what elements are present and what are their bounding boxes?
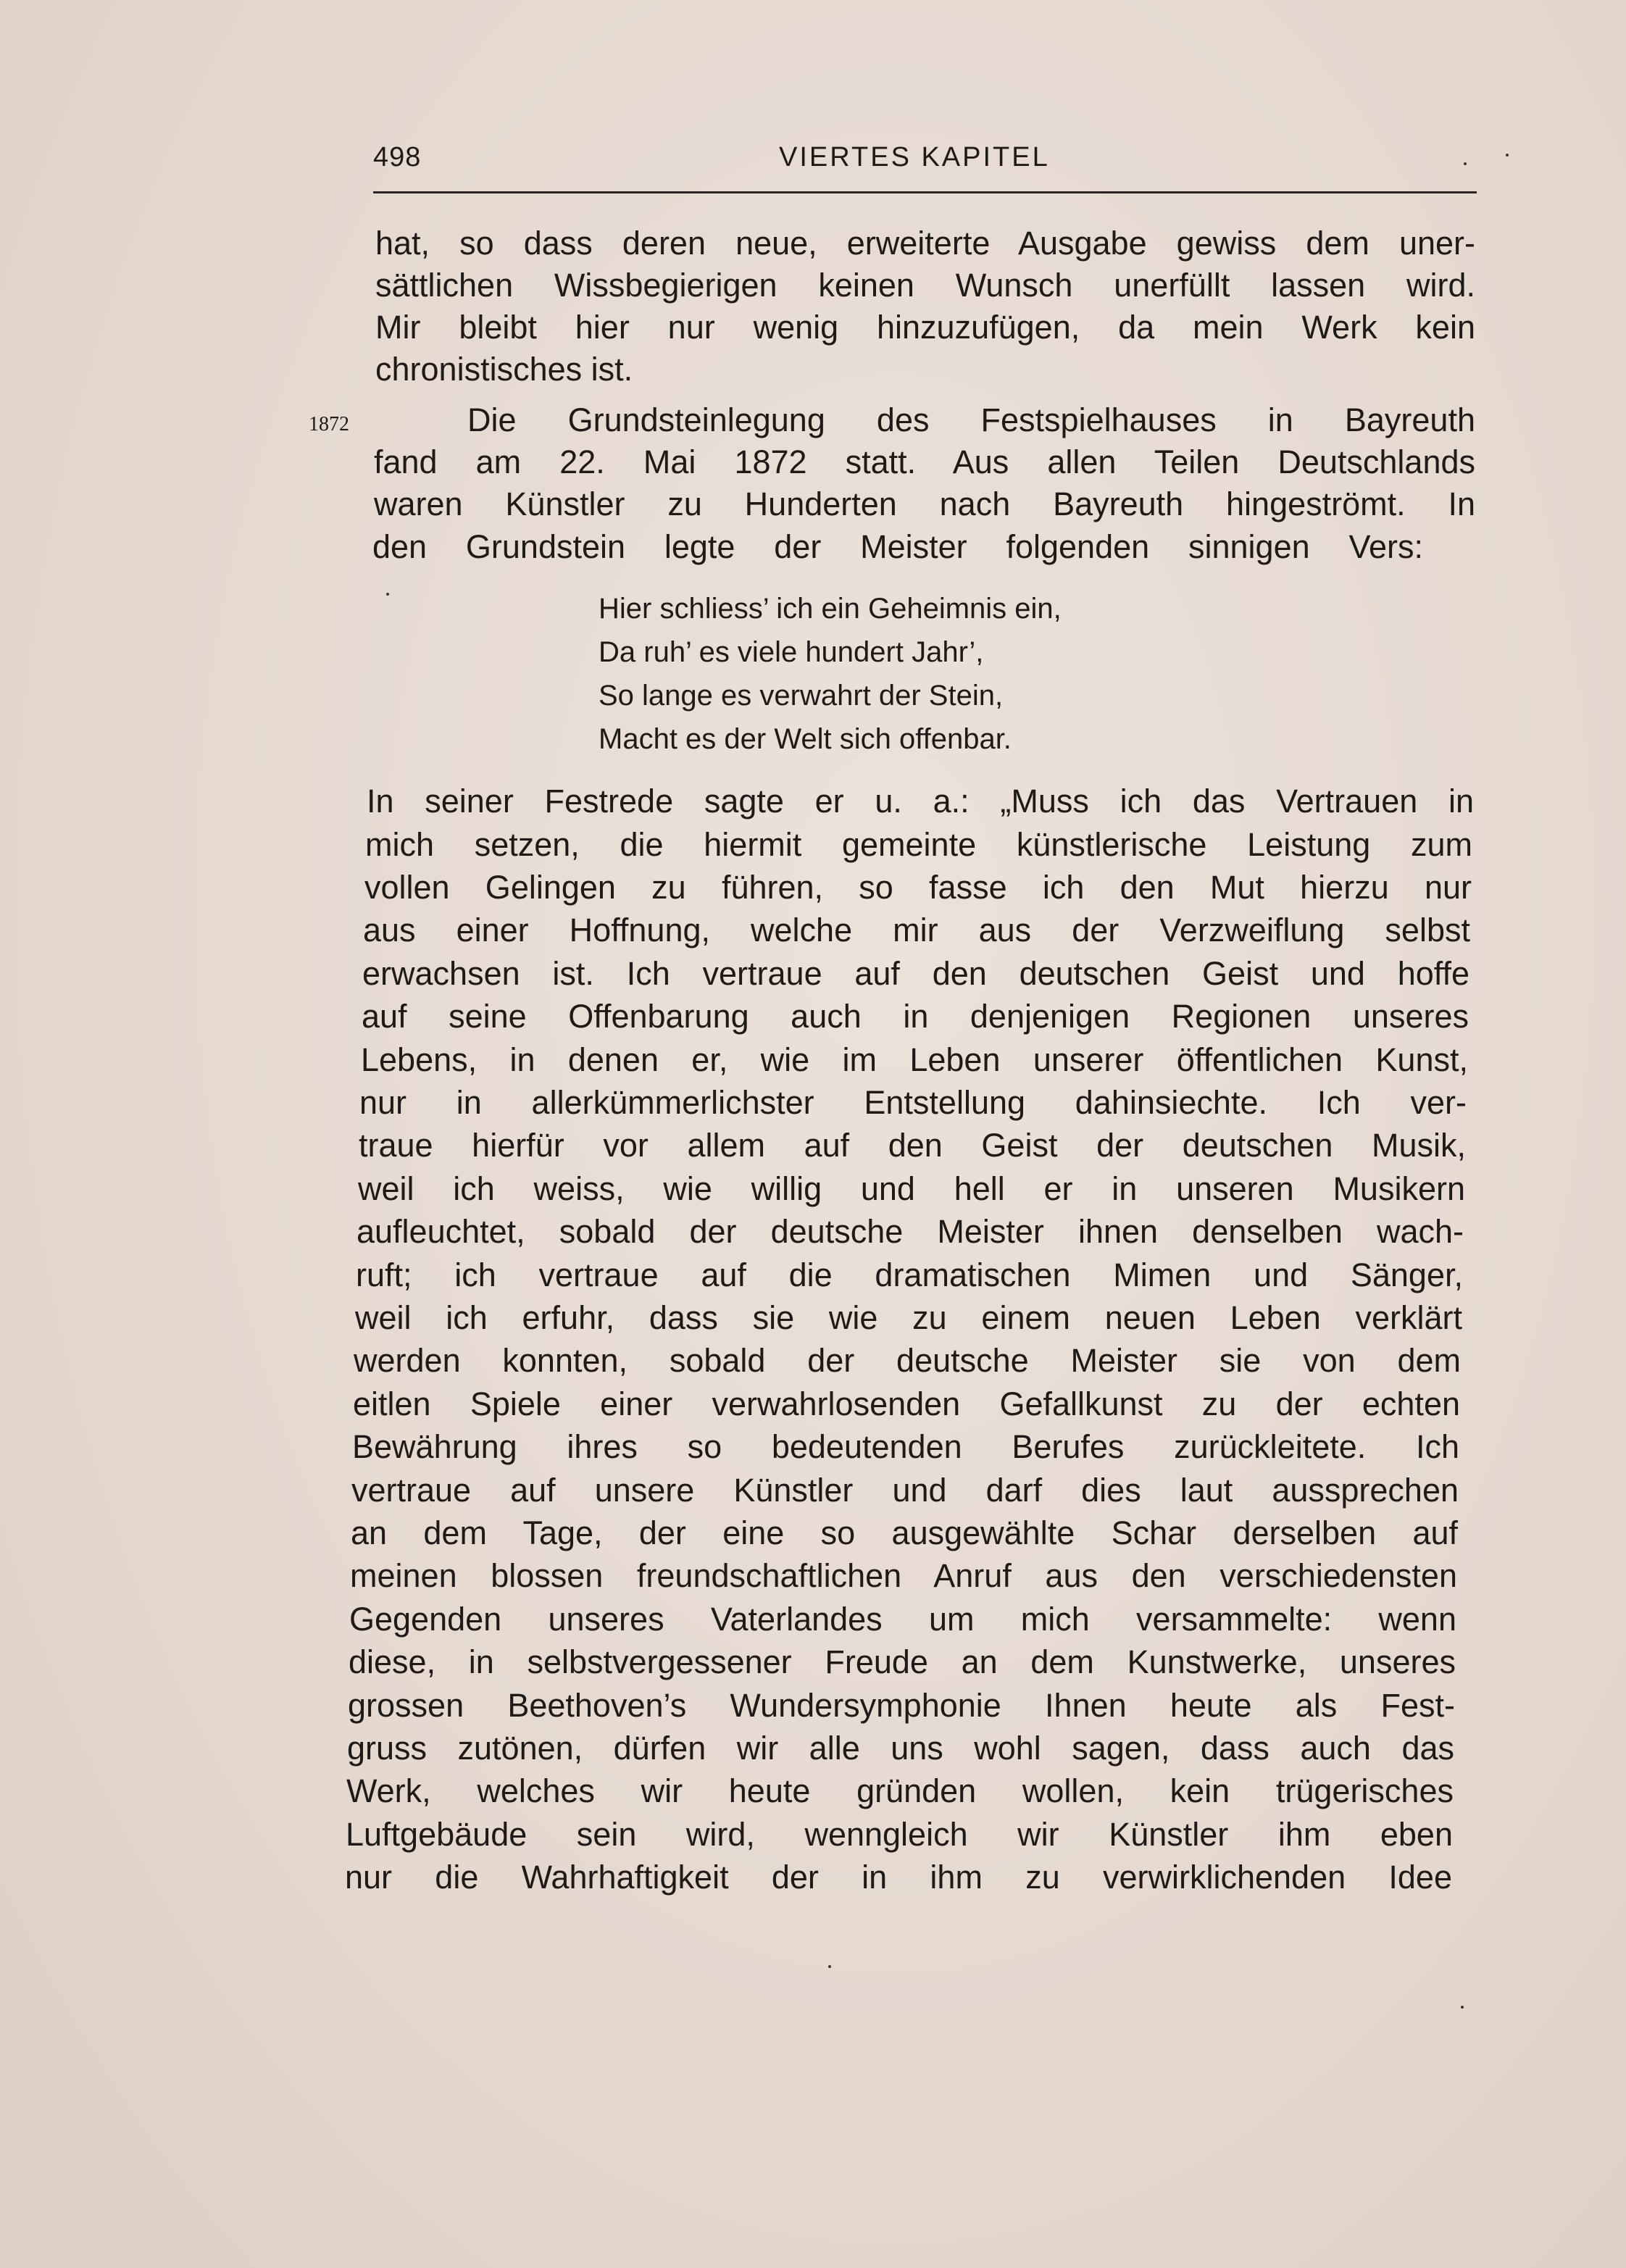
text-line: sättlichen Wissbegierigen keinen Wunsch unerfüllt lassen wird. (375, 267, 1475, 304)
text-line: aus einer Hoffnung, welche mir aus der Verzweiflung selbst (363, 912, 1470, 949)
text-line: aufleuchtet, sobald der deutsche Meister ihnen denselben wach- (357, 1213, 1464, 1250)
paper-speck (1464, 162, 1467, 165)
text-line: Mir bleibt hier nur wenig hinzuzufügen, da mein Werk kein (375, 309, 1475, 346)
running-head: VIERTES KAPITEL (779, 142, 1050, 172)
text-line: diese, in selbstvergessener Freude an dem Kunstwerke, unseres (349, 1643, 1456, 1680)
text-line: Gegenden unseres Vaterlandes um mich versammelte: wenn (349, 1601, 1456, 1638)
text-line: Luftgebäude sein wird, wenngleich wir Künstler ihm eben (346, 1816, 1453, 1853)
text-line: Lebens, in denen er, wie im Leben unserer öffentlichen Kunst, (361, 1041, 1468, 1078)
text-line: vollen Gelingen zu führen, so fasse ich den Mut hierzu nur (364, 869, 1472, 906)
text-line: fand am 22. Mai 1872 statt. Aus allen Teilen Deutschlands (374, 443, 1475, 480)
text-line: nur in allerkümmerlichster Entstellung dahinsiechte. Ich ver- (359, 1084, 1467, 1121)
text-line: den Grundstein legte der Meister folgenden sinnigen Vers: (372, 528, 1423, 565)
paper-speck (1461, 2006, 1464, 2009)
text-line: auf seine Offenbarung auch in denjenigen Regionen unseres (362, 998, 1469, 1035)
text-line: In seiner Festrede sagte er u. a.: „Muss ich das Vertrauen in (367, 783, 1474, 820)
text-line: mich setzen, die hiermit gemeinte künstlerische Leistung zum (365, 826, 1472, 863)
verse-line: Hier schliess’ ich ein Geheimnis ein, (599, 593, 1062, 625)
verse-line: Da ruh’ es viele hundert Jahr’, (599, 636, 984, 668)
text-line: weil ich erfuhr, dass sie wie zu einem neuen Leben verklärt (355, 1299, 1462, 1336)
paper-speck (386, 593, 389, 596)
paper-speck (1506, 154, 1509, 157)
text-line: hat, so dass deren neue, erweiterte Ausgabe gewiss dem uner- (375, 225, 1475, 262)
text-line: an dem Tage, der eine so ausgewählte Schar derselben auf (351, 1514, 1458, 1551)
text-line: nur die Wahrhaftigkeit der in ihm zu verwirklichenden Idee (345, 1859, 1452, 1896)
text-line: grossen Beethoven’s Wundersymphonie Ihnen heute als Fest- (348, 1687, 1455, 1724)
text-line: chronistisches ist. (375, 351, 633, 388)
margin-note-year: 1872 (309, 413, 349, 435)
text-line: Werk, welches wir heute gründen wollen, kein trügerisches (346, 1772, 1454, 1809)
text-line: erwachsen ist. Ich vertraue auf den deutschen Geist und hoffe (362, 955, 1469, 992)
text-line: ruft; ich vertraue auf die dramatischen Mimen und Sänger, (356, 1256, 1463, 1293)
text-line: waren Künstler zu Hunderten nach Bayreuth hingeströmt. In (374, 485, 1475, 522)
text-line: vertraue auf unsere Künstler und darf dies laut aussprechen (351, 1472, 1459, 1509)
text-line: werden konnten, sobald der deutsche Meister sie von dem (354, 1342, 1461, 1379)
text-line: weil ich weiss, wie willig und hell er in unseren Musikern (358, 1170, 1465, 1207)
verse-line: So lange es verwahrt der Stein, (599, 680, 1004, 712)
page-number: 498 (373, 142, 422, 172)
paper-speck (828, 1965, 831, 1968)
verse-line: Macht es der Welt sich offenbar. (599, 723, 1012, 755)
text-line: gruss zutönen, dürfen wir alle uns wohl sagen, dass auch das (347, 1730, 1454, 1767)
page-header (373, 142, 1482, 178)
text-line: meinen blossen freundschaftlichen Anruf aus den verschiedensten (350, 1557, 1457, 1594)
text-line: Die Grundsteinlegung des Festspielhauses in Bayreuth (467, 401, 1475, 438)
text-line: traue hierfür vor allem auf den Geist der deutschen Musik, (359, 1127, 1466, 1164)
header-rule (373, 191, 1477, 193)
text-line: Bewährung ihres so bedeutenden Berufes zurückleitete. Ich (352, 1428, 1459, 1465)
text-line: eitlen Spiele einer verwahrlosenden Gefallkunst zu der echten (353, 1385, 1460, 1422)
